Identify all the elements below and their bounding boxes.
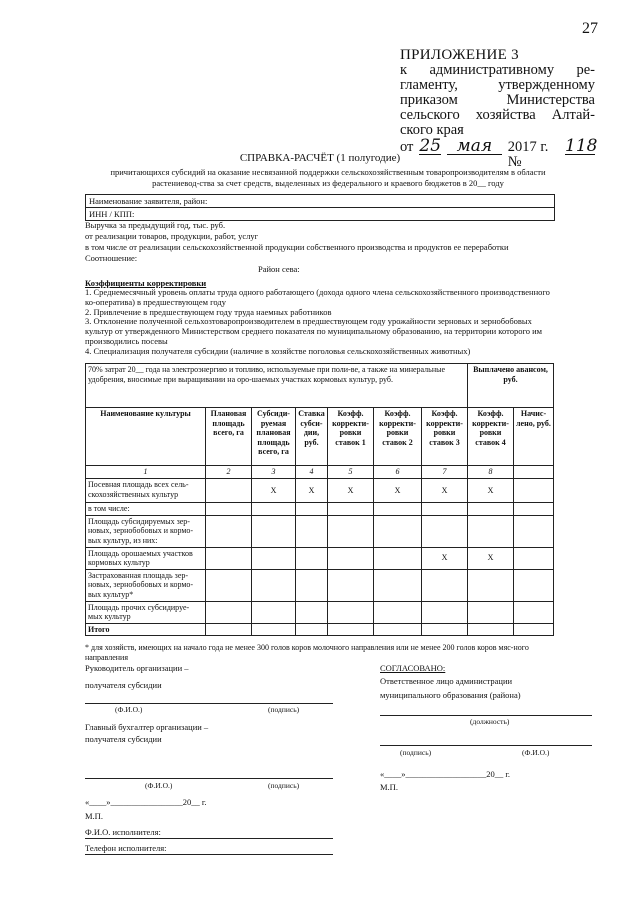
table-top-text: 70% затрат 20__ года на электроэнергию и топливо, используемые при поли-ве, а также на минеральные удобрения, вносимые при выращивании на оро-шаемых участках кормовых культур, руб. [86, 364, 468, 408]
col-number: 2 [206, 466, 252, 479]
appendix-date: от 25 мая 2017 г. № 118 [400, 136, 598, 170]
row-label: Площадь орошаемых участков кормовых культур [86, 547, 206, 569]
table-cell [468, 601, 514, 623]
table-cell [296, 503, 328, 516]
row-label-total: Итого [86, 623, 206, 636]
table-cell [468, 623, 514, 636]
table-cell [422, 515, 468, 547]
revenue-line-4: Соотношение: [85, 253, 138, 263]
table-cell [206, 569, 252, 601]
table-cell [514, 601, 554, 623]
executor-phone-line [85, 854, 333, 855]
sign-head-2: получателя субсидии [85, 680, 162, 690]
col-number: 6 [374, 466, 422, 479]
table-cell [206, 623, 252, 636]
table-cell [252, 623, 296, 636]
table-cell [422, 601, 468, 623]
table-row [86, 479, 554, 503]
row-label: Посевная площадь всех сель-скохозяйственных культур [86, 479, 206, 503]
table-cell [206, 503, 252, 516]
table-cell [422, 503, 468, 516]
table-cell: X [422, 479, 468, 503]
executor-fio-line [85, 838, 333, 839]
advance-label: Выплачено авансом, руб. [468, 364, 554, 408]
row-label: Площадь субсидируемых зер-новых, зернобобовых и кормо-вых культур, из них: [86, 515, 206, 547]
applicant-box [85, 194, 555, 221]
coef-item-4: 4. Специализация получателя субсидии (наличие в хозяйстве поголовья сельскохозяйственных животных) [85, 346, 471, 356]
sign-date: «____»_________________20__ г. [85, 797, 207, 807]
executor-fio-label: Ф.И.О. исполнителя: [85, 827, 161, 837]
table-row [86, 503, 554, 516]
table-cell [296, 547, 328, 569]
sign-accountant-1: Главный бухгалтер организации – [85, 722, 209, 732]
coef-item-1: 1. Среднемесячный уровень оплаты труда одного работающего (дохода одного члена сельскохозяйственного производственного ко-оператива) в предшествующем году [85, 287, 550, 307]
sign-fio-caption: (Ф.И.О.) [115, 705, 143, 714]
responsible-1: Ответственное лицо администрации [380, 676, 513, 686]
table-cell [296, 515, 328, 547]
sign-accountant-2: получателя субсидии [85, 734, 162, 744]
appendix-title: ПРИЛОЖЕНИЕ 3 [400, 47, 519, 63]
table-cell [252, 515, 296, 547]
table-cell [514, 623, 554, 636]
table-cell [374, 623, 422, 636]
table-cell: X [374, 479, 422, 503]
table-row [86, 547, 554, 569]
col-number: 8 [468, 466, 514, 479]
agreed-label: СОГЛАСОВАНО: [380, 663, 446, 673]
col-header-5: Коэфф. корректи-ровки ставок 1 [328, 408, 374, 466]
applicant-name-label: Наименование заявителя, район: [89, 196, 208, 206]
revenue-line-1: Выручка за предыдущий год, тыс. руб. [85, 220, 226, 230]
table-cell [296, 601, 328, 623]
col-header-2: Плановая площадь всего, га [206, 408, 252, 466]
col-header-9: Начис-лено, руб. [514, 408, 554, 466]
sign-mp: М.П. [85, 811, 103, 821]
col-header-1: Наименование культуры [86, 408, 206, 466]
sign-head-1: Руководитель организации – [85, 663, 189, 673]
table-cell [328, 601, 374, 623]
footnote: * для хозяйств, имеющих на начало года не менее 300 голов коров молочного направления или не менее 200 голов коров мяс-ного направления [85, 643, 529, 662]
accountant-fio-caption: (Ф.И.О.) [145, 781, 173, 790]
col-header-8: Коэфф. корректи-ровки ставок 4 [468, 408, 514, 466]
position-line [380, 715, 592, 716]
table-cell: X [422, 547, 468, 569]
table-cell: X [328, 479, 374, 503]
coef-heading: Коэффициенты корректировки [85, 278, 207, 288]
table-row [86, 601, 554, 623]
coef-item-3: 3. Отклонение полученной сельхозтоваропроизводителем в предшествующем году урожайности зерновых и зернобобовых культур от утвержденного Министерством среднего показателя по муниципальному образованию, на территории которого им производились посевы [85, 316, 543, 346]
page-number: 27 [582, 20, 598, 37]
table-cell [514, 515, 554, 547]
coef-item-2: 2. Привлечение в предшествующем году труда наемных работников [85, 307, 332, 317]
resp-fio-caption: (Ф.И.О.) [522, 748, 550, 757]
table-cell [514, 569, 554, 601]
table-cell [422, 623, 468, 636]
col-header-7: Коэфф. корректи-ровки ставок 3 [422, 408, 468, 466]
table-cell [328, 569, 374, 601]
table-cell [252, 569, 296, 601]
table-cell [206, 515, 252, 547]
applicant-inn-label: ИНН / КПП: [86, 207, 554, 220]
table-cell [514, 479, 554, 503]
handwritten-order-number: 118 [565, 136, 598, 156]
col-number: 4 [296, 466, 328, 479]
resp-date: «____»___________________20__ г. [380, 769, 511, 779]
row-label: Площадь прочих субсидируе-мых культур [86, 601, 206, 623]
row-label: Застрахованная площадь зер-новых, зернобобовых и кормо-вых культур* [86, 569, 206, 601]
table-cell [206, 547, 252, 569]
col-number [514, 466, 554, 479]
position-caption: (должность) [470, 717, 510, 726]
appendix-line-1: к административному ре- [400, 62, 595, 78]
appendix-line-4: сельского хозяйства Алтай- [400, 107, 595, 123]
appendix-line-3: приказом Министерства [400, 92, 595, 108]
table-cell [374, 601, 422, 623]
district-label: Район сева: [258, 264, 300, 274]
table-cell [422, 569, 468, 601]
table-cell [468, 569, 514, 601]
table-cell [296, 623, 328, 636]
table-cell [328, 503, 374, 516]
table-cell [374, 503, 422, 516]
table-cell [252, 503, 296, 516]
table-cell [514, 547, 554, 569]
table-cell [252, 547, 296, 569]
table-cell [514, 503, 554, 516]
appendix-line-2: гламенту, утвержденному [400, 77, 595, 93]
col-header-6: Коэфф. корректи-ровки ставок 2 [374, 408, 422, 466]
col-number: 3 [252, 466, 296, 479]
col-number: 5 [328, 466, 374, 479]
col-number: 1 [86, 466, 206, 479]
accountant-signature-caption: (подпись) [268, 781, 300, 790]
resp-mp: М.П. [380, 782, 398, 792]
table-cell [374, 515, 422, 547]
handwritten-month: мая [447, 139, 502, 155]
col-header-4: Ставка субси-дии, руб. [296, 408, 328, 466]
responsible-2: муниципального образования (района) [380, 690, 521, 700]
table-cell: X [296, 479, 328, 503]
table-cell [328, 623, 374, 636]
table-cell [206, 479, 252, 503]
document-subtitle: причитающихся субсидий на оказание несвязанной поддержки сельскохозяйственным товаропроизводителям в области растениевод-ства за счет средств, выделенных из федерального и краевого бюджетов в 20__ году [110, 167, 546, 188]
appendix-line-5: ского края [400, 122, 464, 138]
table-cell [468, 515, 514, 547]
table-cell [252, 601, 296, 623]
table-row [86, 623, 554, 636]
document-title: СПРАВКА-РАСЧЁТ (1 полугодие) [239, 152, 401, 164]
table-cell: X [468, 479, 514, 503]
resp-signature-caption: (подпись) [400, 748, 432, 757]
table-cell: X [468, 547, 514, 569]
sign-line-head [85, 703, 333, 704]
revenue-line-2: от реализации товаров, продукции, работ, услуг [85, 231, 259, 241]
table-row [86, 515, 554, 547]
sign-line-accountant [85, 778, 333, 779]
executor-phone-label: Телефон исполнителя: [85, 843, 167, 853]
revenue-line-3: в том числе от реализации сельскохозяйственной продукции собственного производства и продуктов ее переработки [85, 242, 509, 252]
table-cell [468, 503, 514, 516]
table-cell [328, 515, 374, 547]
table-cell [296, 569, 328, 601]
row-label: в том числе: [86, 503, 206, 516]
table-row [86, 569, 554, 601]
col-header-3: Субсиди-руемая плановая площадь всего, га [252, 408, 296, 466]
table-cell [374, 547, 422, 569]
resp-sign-line [380, 745, 592, 746]
calc-table [85, 363, 554, 636]
table-cell: X [252, 479, 296, 503]
sign-signature-caption: (подпись) [268, 705, 300, 714]
col-number: 7 [422, 466, 468, 479]
handwritten-day: 25 [419, 136, 442, 156]
table-cell [206, 601, 252, 623]
table-cell [374, 569, 422, 601]
table-cell [328, 547, 374, 569]
